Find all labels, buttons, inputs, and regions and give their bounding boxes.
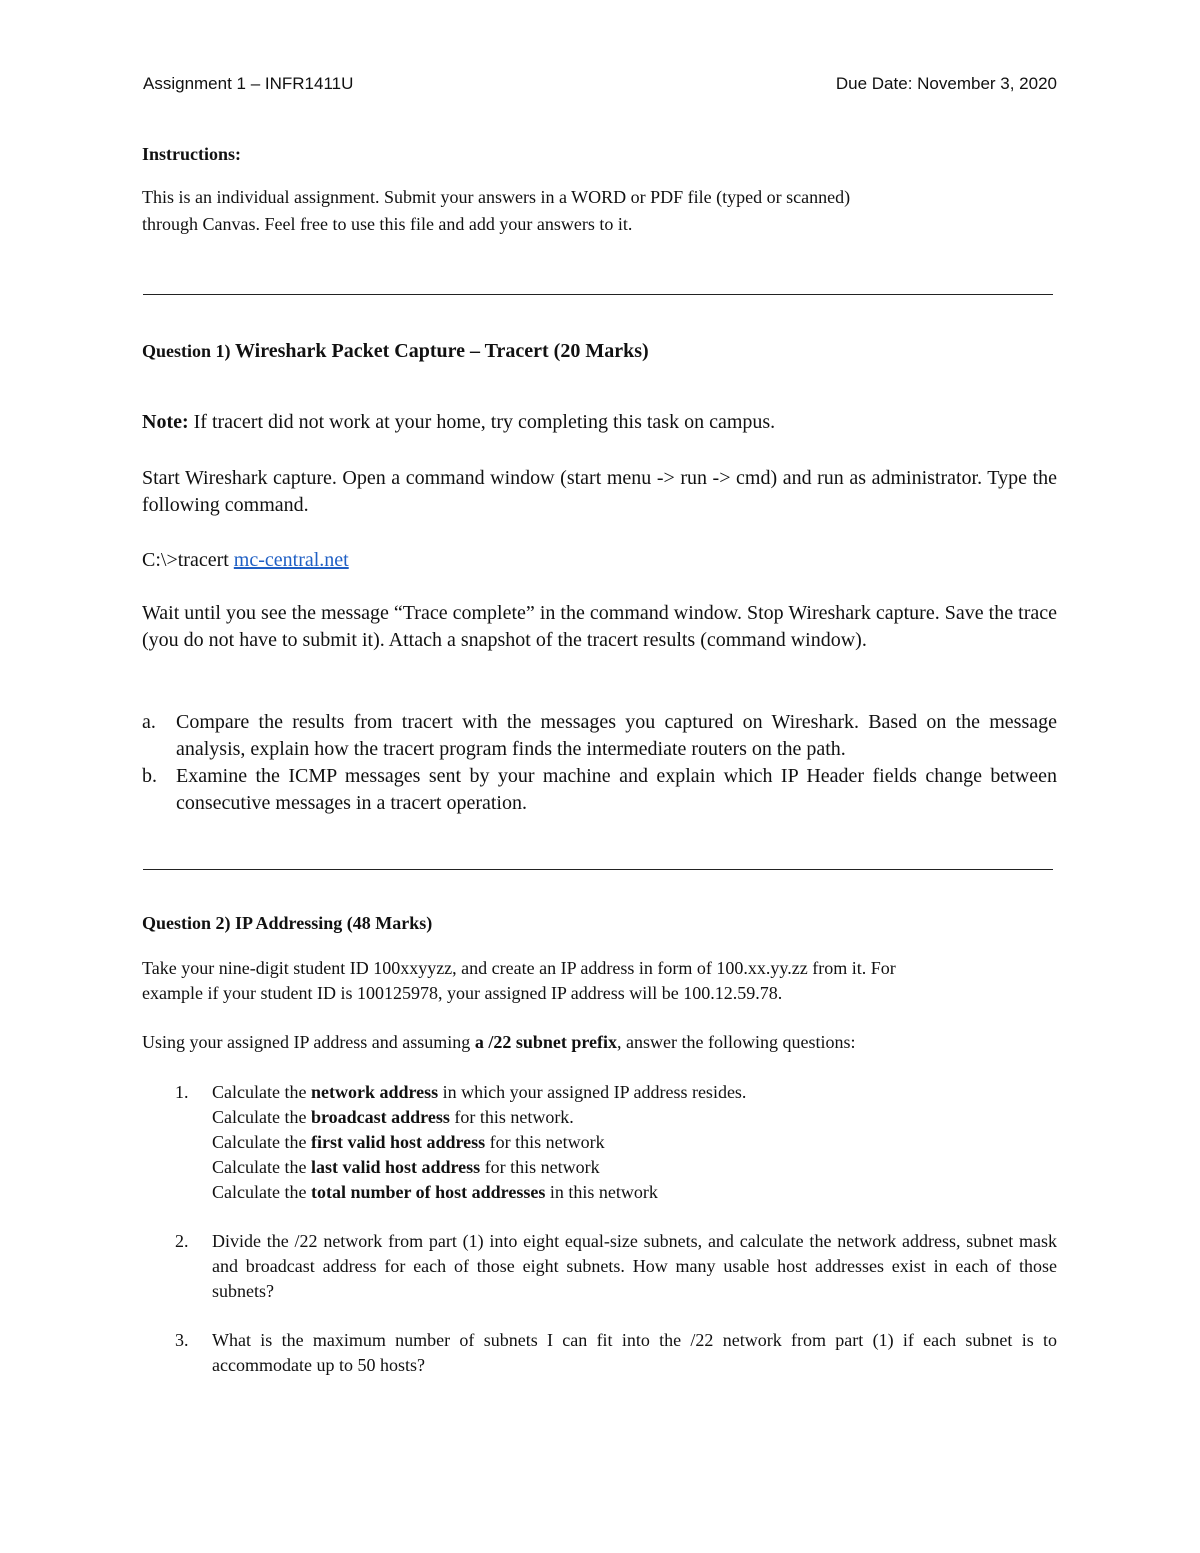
calc-term: broadcast address <box>310 1107 450 1127</box>
question2-item1 <box>142 1080 1057 1205</box>
calc-term: first valid host address <box>310 1132 486 1152</box>
header-course: Assignment 1 – INFR1411U <box>143 74 354 93</box>
calc-line <box>212 1080 1057 1105</box>
para-text: , answer the following questions: <box>617 1032 856 1052</box>
question2-para2 <box>142 1030 1057 1055</box>
calc-text: Calculate the <box>212 1157 311 1177</box>
list-item <box>142 763 1057 817</box>
list-marker: a. <box>142 711 156 733</box>
calc-line <box>212 1155 1057 1180</box>
calc-line <box>212 1130 1057 1155</box>
calc-text: for this network. <box>449 1107 574 1127</box>
divider-line <box>143 869 1053 870</box>
subnet-prefix: a /22 subnet prefix <box>474 1032 617 1052</box>
instructions-line: through Canvas. Feel free to use this file and add your answers to it. <box>142 214 633 234</box>
calc-term: network address <box>310 1082 439 1102</box>
calc-term: total number of host addresses <box>310 1182 546 1202</box>
command-link[interactable]: mc-central.net <box>233 549 349 571</box>
note-label: Note: <box>142 411 189 433</box>
list-item <box>142 1080 1057 1205</box>
list-item-text: Compare the results from tracert with the messages you captured on Wireshark. Based on the message analysis, explain how the tracert program finds the intermediate routers on the path. <box>176 711 1057 760</box>
divider-line <box>143 294 1053 295</box>
para-line: example if your student ID is 100125978, your assigned IP address will be 100.12.59.78. <box>142 983 783 1003</box>
question2-para1 <box>142 956 1057 1006</box>
calc-text: in which your assigned IP address resides. <box>438 1082 747 1102</box>
instructions-title: Instructions: <box>142 144 242 164</box>
calc-text: Calculate the <box>212 1107 311 1127</box>
list-marker: 3. <box>175 1330 189 1350</box>
header-due-date: Due Date: November 3, 2020 <box>835 74 1057 93</box>
question2-item2 <box>142 1229 1057 1304</box>
instructions-line: This is an individual assignment. Submit your answers in a WORD or PDF file (typed or scanned) <box>142 187 851 207</box>
calc-text: Calculate the <box>212 1132 311 1152</box>
calc-term: last valid host address <box>310 1157 481 1177</box>
calc-line <box>212 1180 1057 1205</box>
question2-item3 <box>142 1328 1057 1378</box>
list-marker: b. <box>142 765 157 787</box>
question1-prefix: Question 1) <box>142 341 236 361</box>
list-item-text: Examine the ICMP messages sent by your machine and explain which IP Header fields change between consecutive messages in a tracert operation. <box>176 765 1057 814</box>
list-item <box>142 1229 1057 1304</box>
calc-text: Calculate the <box>212 1082 311 1102</box>
note-text: If tracert did not work at your home, try completing this task on campus. <box>188 411 776 433</box>
question2-title: Question 2) IP Addressing (48 Marks) <box>142 913 433 933</box>
question1-title <box>142 340 649 363</box>
question1-para1: Start Wireshark capture. Open a command window (start menu -> run -> cmd) and run as administrator. Type the following command. <box>142 467 1057 516</box>
question1-note <box>142 411 1057 434</box>
para-line: Take your nine-digit student ID 100xxyyzz, and create an IP address in form of 100.xx.yy.zz from it. For <box>142 958 896 978</box>
calc-line <box>212 1105 1057 1130</box>
question1-heading: Wireshark Packet Capture – Tracert (20 Marks) <box>235 340 649 362</box>
calc-text: in this network <box>545 1182 658 1202</box>
list-item <box>142 1328 1057 1378</box>
question1-list <box>142 709 1057 817</box>
calc-text: Calculate the <box>212 1182 311 1202</box>
para-text: Using your assigned IP address and assuming <box>142 1032 475 1052</box>
list-marker: 1. <box>175 1082 189 1102</box>
list-item <box>142 709 1057 763</box>
command-prefix: C:\>tracert <box>142 549 234 571</box>
list-item-text: What is the maximum number of subnets I can fit into the /22 network from part (1) if each subnet is to accommodate up to 50 hosts? <box>212 1330 1057 1375</box>
instructions-body <box>142 184 1057 238</box>
calc-text: for this network <box>485 1132 605 1152</box>
calc-text: for this network <box>480 1157 600 1177</box>
question1-para2: Wait until you see the message “Trace complete” in the command window. Stop Wireshark capture. Save the trace (you do not have to submit it). Attach a snapshot of the tracert results (command window). <box>142 602 1057 651</box>
list-marker: 2. <box>175 1231 189 1251</box>
list-item-text: Divide the /22 network from part (1) into eight equal-size subnets, and calculate the network address, subnet mask and broadcast address for each of those eight subnets. How many usable host addresses exist in each of those subnets? <box>212 1231 1057 1301</box>
tracert-command <box>142 547 1057 574</box>
